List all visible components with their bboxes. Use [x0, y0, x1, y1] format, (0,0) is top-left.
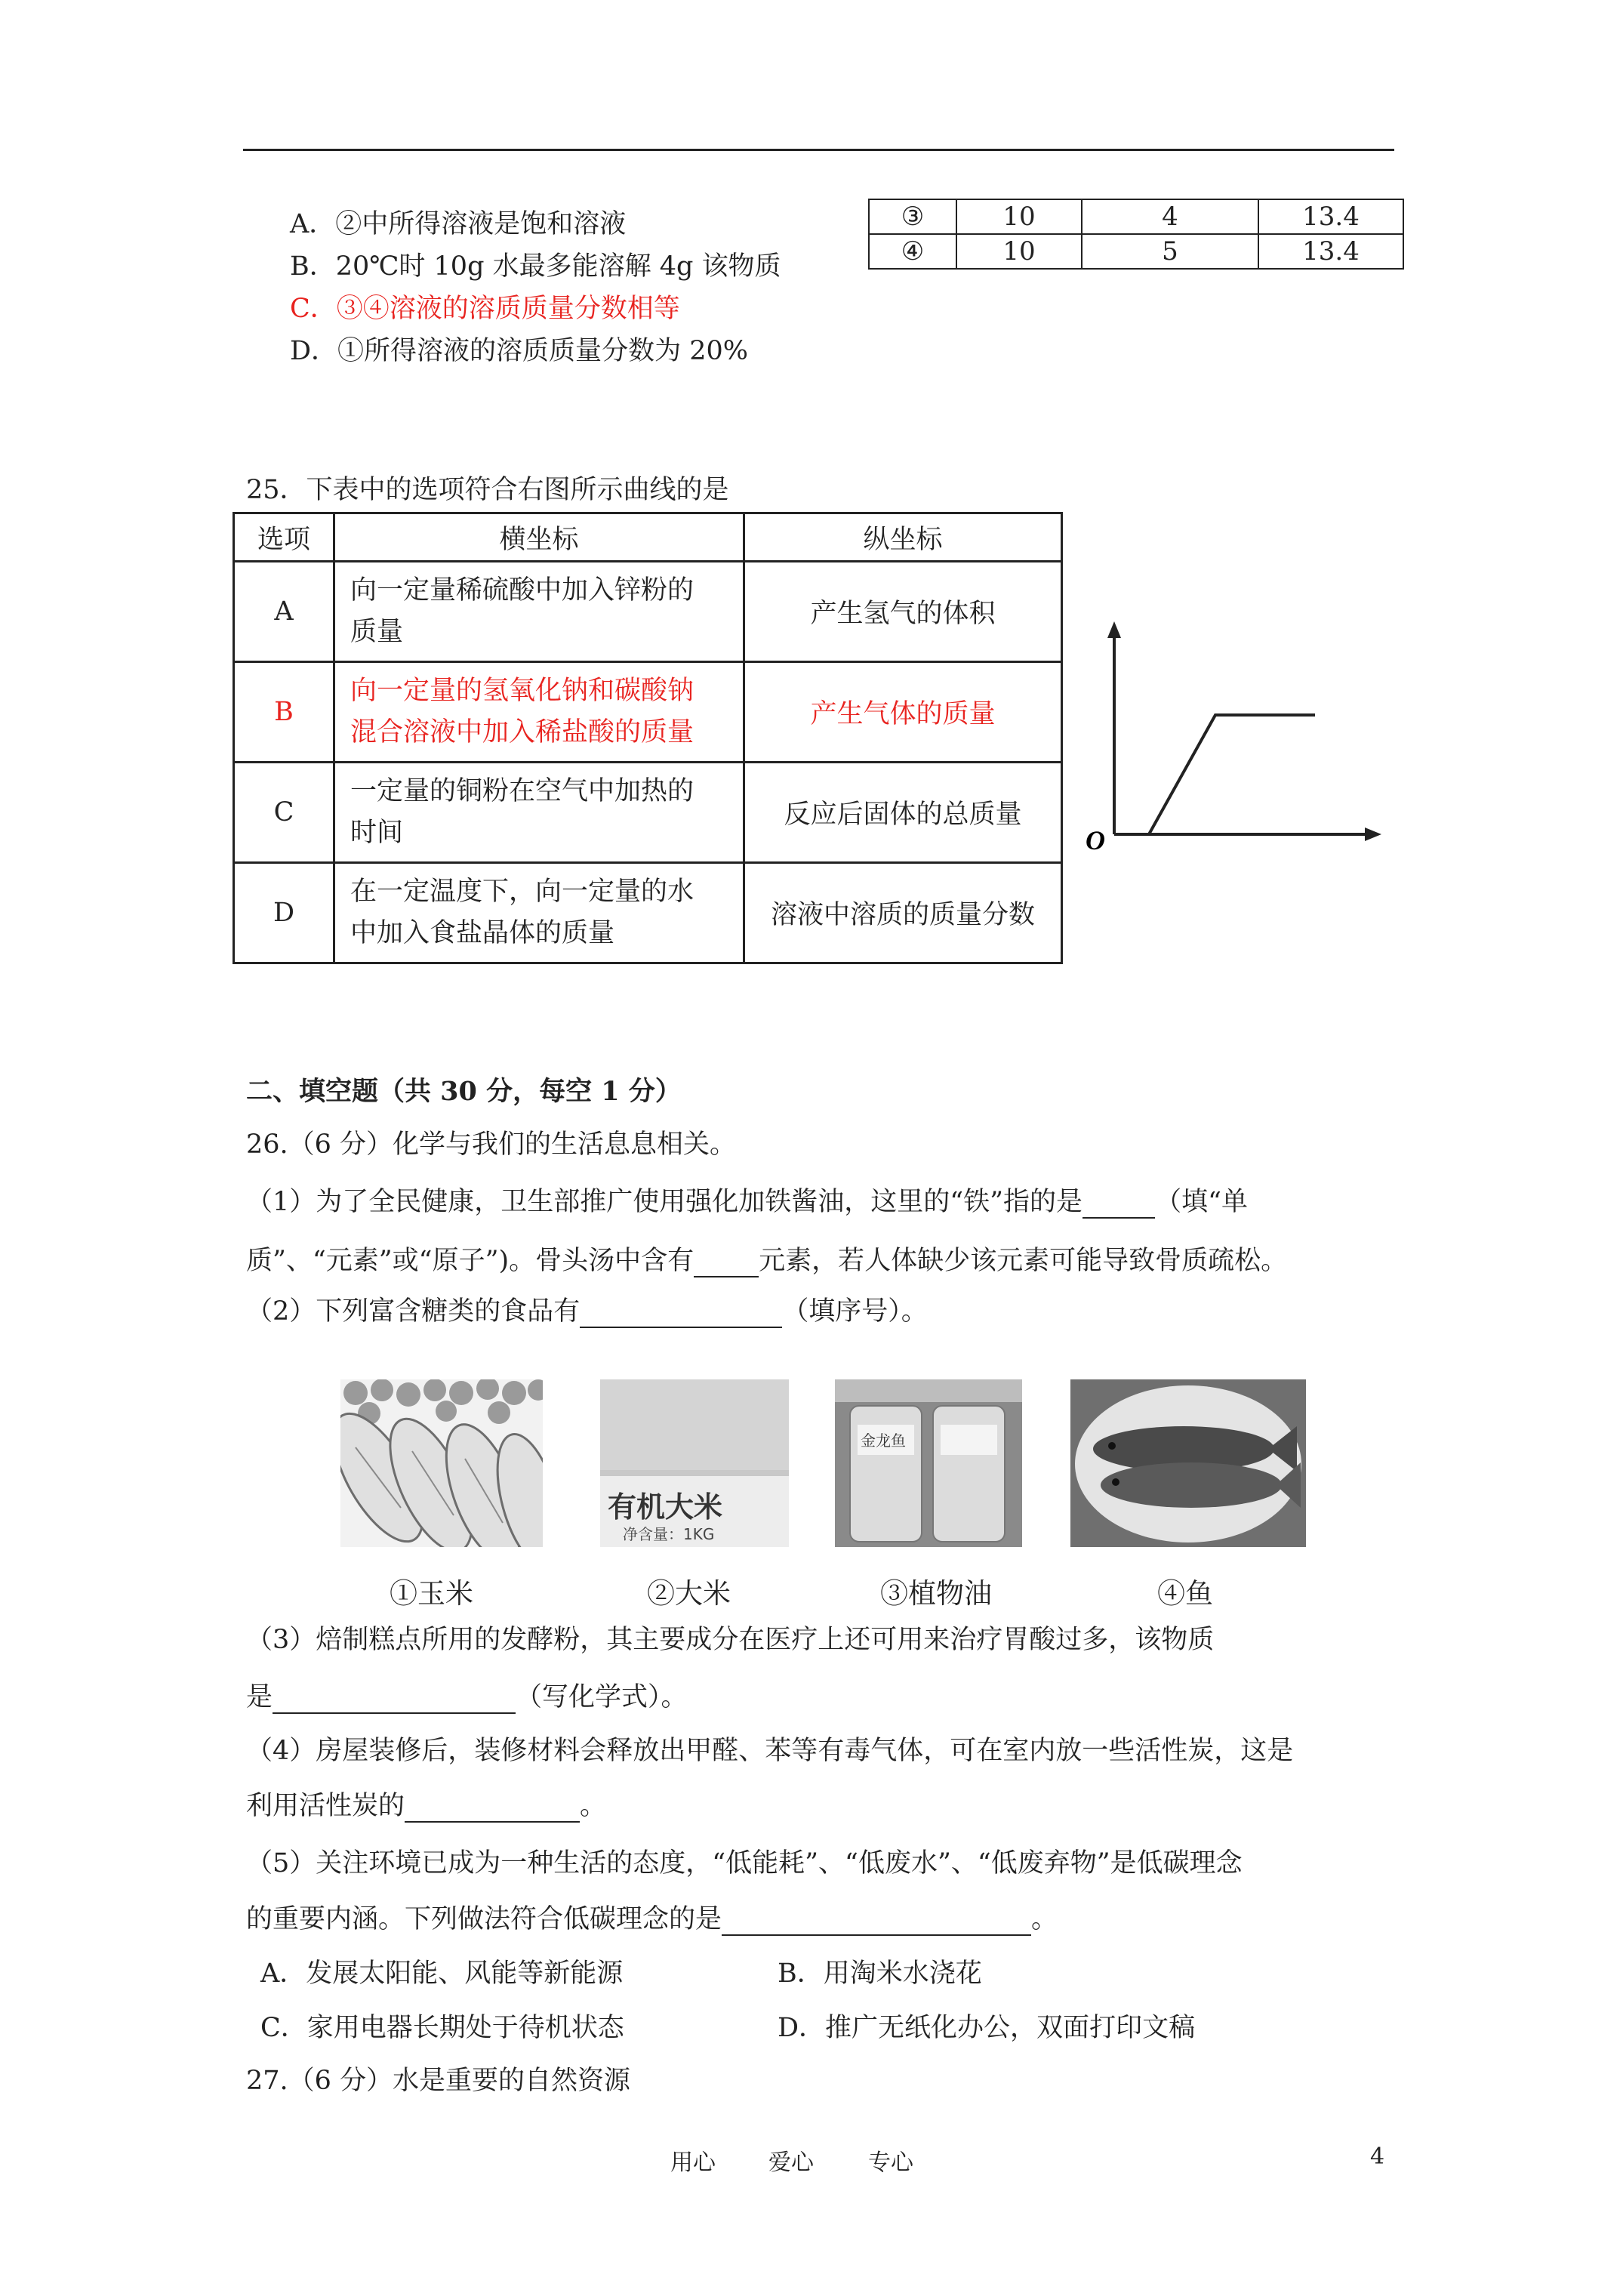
answer-blank[interactable] [1083, 1190, 1155, 1219]
y-axis-arrow [1107, 621, 1121, 638]
answer-blank[interactable] [722, 1907, 1031, 1936]
row-option: B [234, 662, 334, 763]
oil-photo [835, 1379, 1022, 1547]
food-caption-1: ①玉米 [390, 1577, 473, 1610]
oil-label-text: 金龙鱼 [861, 1432, 906, 1450]
header-rule [243, 149, 1394, 151]
table-cell: 13.4 [1258, 199, 1403, 234]
q25-stem: 25．下表中的选项符合右图所示曲线的是 [246, 475, 729, 505]
footer-motto-2: 爱心 [768, 2150, 814, 2176]
table-cell: ④ [869, 234, 956, 269]
row-y: 产生气体的质量 [744, 662, 1062, 763]
header-y-axis: 纵坐标 [744, 513, 1062, 562]
row-x-line2: 中加入食盐晶体的质量 [350, 918, 615, 948]
q26-part4-line1: （4）房屋装修后，装修材料会释放出甲醛、苯等有毒气体，可在室内放一些活性炭，这是 [246, 1736, 1294, 1766]
q24-table [868, 199, 1404, 270]
text: 。 [1031, 1904, 1058, 1934]
q24-option-b: B．20℃时 10g 水最多能溶解 4g 该物质 [290, 251, 781, 282]
table-row [234, 763, 1062, 863]
section-title: 二、填空题（共 30 分，每空 1 分） [246, 1076, 682, 1107]
footer-motto-3: 专心 [868, 2150, 913, 2176]
q26-part3-line1: （3）焙制糕点所用的发酵粉，其主要成分在医疗上还可用来治疗胃酸过多，该物质 [246, 1625, 1215, 1655]
q25-graph [1072, 615, 1397, 864]
food-caption-3: ③植物油 [880, 1577, 992, 1610]
row-y: 产生氢气的体积 [744, 562, 1062, 662]
q24-option-a: A．②中所得溶液是饱和溶液 [290, 209, 627, 239]
rice-net-weight: 净含量：1KG [623, 1525, 715, 1543]
text: 的重要内涵。下列做法符合低碳理念的是 [246, 1904, 722, 1934]
row-option: A [234, 562, 334, 662]
answer-blank[interactable] [405, 1794, 580, 1823]
row-y: 溶液中溶质的质量分数 [744, 863, 1062, 963]
table-cell: ③ [869, 199, 956, 234]
footer-motto-1: 用心 [670, 2150, 716, 2176]
row-x-line1: 向一定量的氢氧化钠和碳酸钠 [350, 676, 694, 706]
q26-part3-line2 [246, 1681, 688, 1714]
row-x-line2: 时间 [350, 818, 404, 848]
header-option: 选项 [234, 513, 334, 562]
q26-part5-line2 [246, 1903, 1058, 1936]
row-x-line2: 混合溶液中加入稀盐酸的质量 [350, 717, 694, 747]
table-cell: 5 [1082, 234, 1258, 269]
table-header-row [234, 513, 1062, 562]
table-cell: 10 [956, 199, 1082, 234]
rice-label-text: 有机大米 [608, 1490, 723, 1524]
answer-blank[interactable] [694, 1249, 759, 1277]
text: 是 [246, 1682, 273, 1712]
q26-part5-line1: （5）关注环境已成为一种生活的态度，“低能耗”、“低废水”、“低废弃物”是低碳理念 [246, 1848, 1243, 1878]
fish-photo [1070, 1379, 1306, 1547]
answer-blank[interactable] [273, 1685, 516, 1714]
q26-stem: 26.（6 分）化学与我们的生活息息相关。 [246, 1130, 737, 1160]
row-option: C [234, 763, 334, 863]
row-x-line1: 向一定量稀硫酸中加入锌粉的 [350, 575, 694, 606]
q26-p5-option-b: B．用淘米水浇花 [778, 1959, 982, 1989]
text: 利用活性炭的 [246, 1791, 405, 1821]
q26-part2 [246, 1295, 928, 1328]
rice-photo [600, 1379, 789, 1547]
q26-p5-option-c: C．家用电器长期处于待机状态 [260, 2013, 624, 2043]
q26-p5-option-a: A．发展太阳能、风能等新能源 [260, 1959, 624, 1989]
table-row [234, 863, 1062, 963]
table-cell: 10 [956, 234, 1082, 269]
page-number: 4 [1370, 2143, 1385, 2170]
text: （写化学式）。 [516, 1682, 688, 1712]
curve-line [1149, 715, 1315, 834]
q24-option-d: D．①所得溶液的溶质质量分数为 20% [290, 336, 748, 366]
q26-part1-line1 [246, 1185, 1248, 1219]
row-x-line2: 质量 [350, 617, 404, 647]
answer-blank[interactable] [580, 1299, 782, 1328]
text: （填序号）。 [782, 1296, 928, 1327]
text: 质”、“元素”或“原子”)。骨头汤中含有 [246, 1246, 694, 1276]
x-axis-arrow [1365, 827, 1381, 841]
header-x-axis: 横坐标 [334, 513, 744, 562]
table-row [234, 562, 1062, 662]
row-y: 反应后固体的总质量 [744, 763, 1062, 863]
text: （填“单 [1155, 1187, 1248, 1217]
q24-option-c: C．③④溶液的溶质质量分数相等 [290, 294, 680, 324]
text: （1）为了全民健康，卫生部推广使用强化加铁酱油，这里的“铁”指的是 [246, 1187, 1083, 1217]
food-caption-4: ④鱼 [1157, 1577, 1213, 1610]
text: （2）下列富含糖类的食品有 [246, 1296, 581, 1327]
table-row [869, 234, 1403, 269]
food-caption-2: ②大米 [647, 1577, 731, 1610]
text: 元素，若人体缺少该元素可能导致骨质疏松。 [759, 1246, 1288, 1276]
row-option: D [234, 863, 334, 963]
row-x-line1: 一定量的铜粉在空气中加热的 [350, 776, 694, 806]
table-cell: 4 [1082, 199, 1258, 234]
origin-label: O [1086, 825, 1105, 855]
table-cell: 13.4 [1258, 234, 1403, 269]
q26-p5-option-d: D．推广无纸化办公，双面打印文稿 [778, 2013, 1196, 2043]
row-x-line1: 在一定温度下，向一定量的水 [350, 877, 694, 907]
q26-part1-line2 [246, 1244, 1287, 1277]
corn-photo [340, 1379, 543, 1547]
q25-table [233, 512, 1063, 964]
text: 。 [580, 1791, 607, 1821]
q26-part4-line2 [246, 1789, 606, 1823]
table-row-answer [234, 662, 1062, 763]
q27-stem: 27.（6 分）水是重要的自然资源 [246, 2066, 631, 2096]
table-row [869, 199, 1403, 234]
